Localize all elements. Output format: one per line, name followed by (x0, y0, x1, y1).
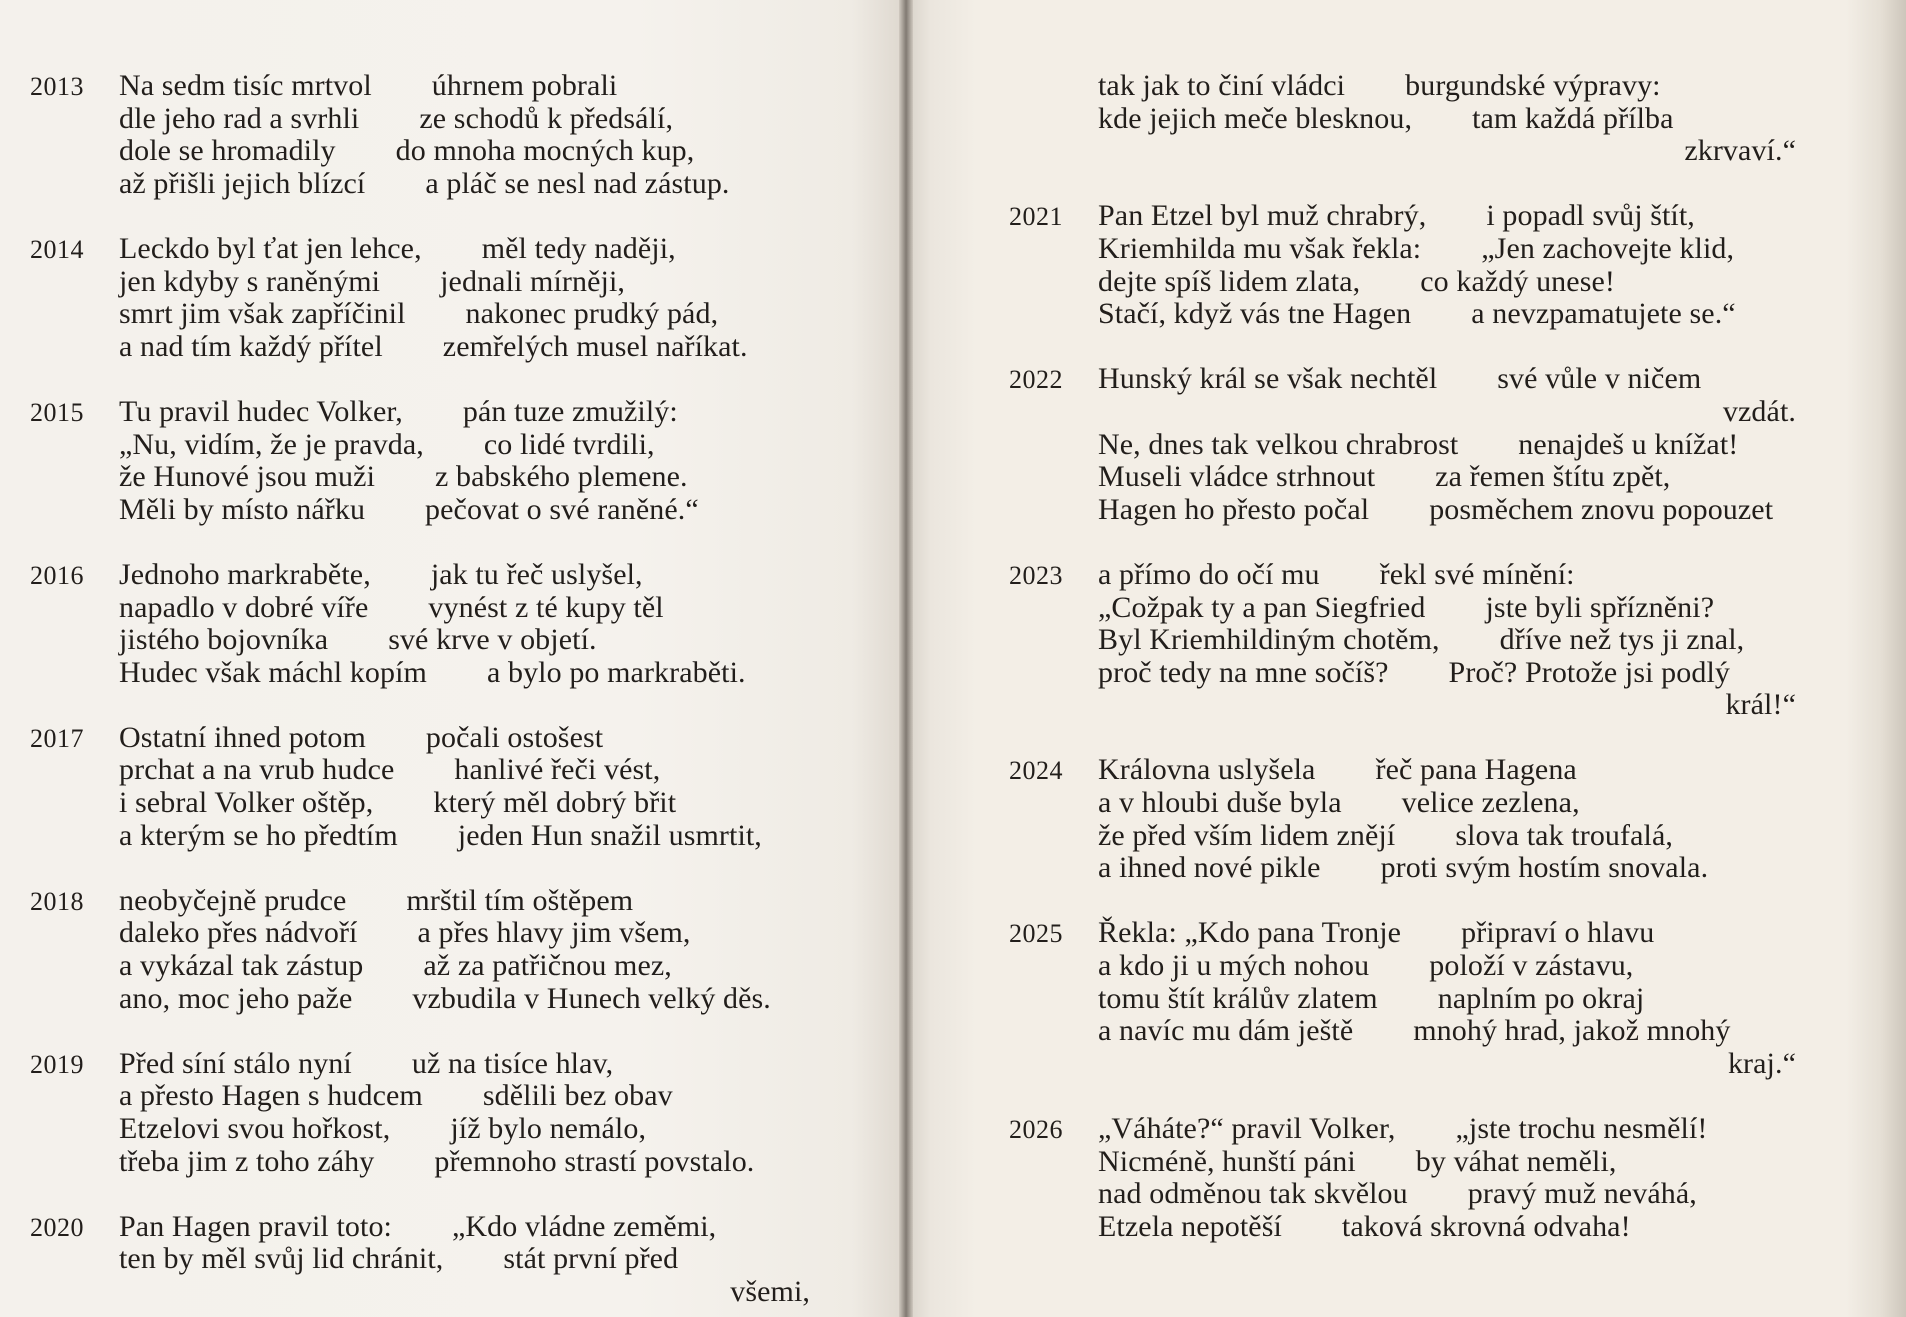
verse-first-half: Na sedm tisíc mrtvol (119, 69, 372, 102)
verse-first-half: Královna uslyšela (1098, 753, 1316, 787)
verse-second-half: nakonec prudký pád, (465, 297, 719, 331)
stanza-lines (119, 70, 810, 200)
stanza-lines (1098, 754, 1796, 884)
verse-runover-word: vzdát. (1722, 394, 1796, 428)
verse-line (1098, 592, 1796, 625)
verse-line (119, 950, 810, 983)
verse-second-half: velice zezlena, (1401, 786, 1580, 820)
verse-first-half: dle jeho rad a svrhli (119, 101, 360, 135)
verse-first-half: Hudec však máchl kopím (119, 655, 427, 689)
book-spine-shadow (899, 0, 913, 1317)
verse-line (119, 754, 810, 787)
stanza (1009, 363, 1796, 526)
stanza (30, 396, 810, 526)
stanza-number: 2018 (30, 886, 84, 916)
stanza (1009, 1113, 1796, 1243)
verse-runover-word: všemi, (730, 1274, 810, 1308)
verse-second-half: taková skrovná odvaha! (1341, 1209, 1631, 1243)
verse-line (119, 1080, 810, 1113)
verse-first-half: jistého bojovníka (119, 623, 329, 657)
verse-first-half: Byl Kriemhildiným chotěm, (1098, 623, 1440, 657)
verse-first-half: dole se hromadily (119, 134, 336, 168)
verse-second-half: a přes hlavy jim všem, (417, 916, 691, 950)
stanza (1009, 200, 1796, 330)
verse-first-half: Měli by místo nářku (119, 492, 366, 526)
stanza-lines (1098, 363, 1796, 526)
verse-first-half: Před síní stálo nyní (119, 1046, 352, 1080)
right-page (906, 0, 1906, 1317)
stanza-number: 2024 (1009, 756, 1063, 786)
verse-line (1098, 820, 1796, 853)
verse-second-half: „jste trochu nesmělí! (1455, 1112, 1708, 1145)
verse-line (1098, 559, 1796, 592)
verse-first-half: Kriemhilda mu však řekla: (1098, 231, 1422, 265)
verse-line (119, 559, 810, 592)
verse-first-half: Stačí, když vás tne Hagen (1098, 297, 1412, 331)
stanza-number: 2021 (1009, 202, 1063, 232)
stanza-lines (1098, 1113, 1796, 1243)
verse-line (1098, 1211, 1796, 1244)
verse-second-half: a nevzpamatujete se.“ (1471, 297, 1736, 331)
verse-first-half: „Nu, vidím, že je pravda, (119, 427, 424, 461)
verse-second-half: měl tedy naději, (481, 231, 676, 265)
verse-second-half: tam každá přílba (1472, 101, 1674, 135)
stanza-lines (119, 1211, 810, 1309)
stanza (30, 233, 810, 363)
stanza-lines (119, 885, 810, 1015)
stanza-number: 2026 (1009, 1115, 1063, 1144)
verse-line (1098, 266, 1796, 299)
verse-first-half: až přišli jejich blízcí (119, 166, 366, 200)
verse-first-half: tomu štít králův zlatem (1098, 981, 1378, 1015)
verse-runover-word: kraj.“ (1727, 1046, 1796, 1080)
verse-line (119, 103, 810, 136)
verse-first-half: Museli vládce strhnout (1098, 460, 1376, 494)
verse-line (119, 657, 810, 690)
verse-second-half: slova tak troufalá, (1455, 818, 1673, 852)
verse-second-half: Proč? Protože jsi podlý (1448, 655, 1730, 689)
verse-second-half: který měl dobrý břit (433, 786, 677, 820)
verse-line (119, 885, 810, 918)
verse-line-runover (1098, 135, 1796, 168)
verse-line (119, 722, 810, 755)
verse-second-half: „Jen zachovejte klid, (1481, 231, 1735, 265)
verse-line (119, 820, 810, 853)
verse-second-half: až za patřičnou mez, (423, 949, 672, 983)
verse-second-half: nenajdeš u knížat! (1518, 427, 1739, 461)
verse-second-half: úhrnem pobrali (431, 69, 618, 102)
verse-second-half: jak tu řeč uslyšel, (430, 557, 643, 591)
verse-line (1098, 494, 1796, 527)
stanza-number: 2022 (1009, 365, 1063, 395)
verse-first-half: a kdo ji u mých nohou (1098, 949, 1370, 983)
verse-line-runover (1098, 396, 1796, 429)
verse-first-half: Pan Hagen pravil toto: (119, 1209, 392, 1243)
verse-second-half: vynést z té kupy těl (428, 590, 664, 624)
verse-second-half: a bylo po markraběti. (486, 655, 746, 689)
verse-first-half: Tu pravil hudec Volker, (119, 394, 403, 428)
verse-first-half: třeba jim z toho záhy (119, 1144, 375, 1178)
verse-line (119, 298, 810, 331)
verse-second-half: stát první před (503, 1242, 679, 1276)
verse-line (1098, 787, 1796, 820)
verse-second-half: mrštil tím oštěpem (406, 883, 634, 917)
verse-text (1009, 70, 1796, 1276)
verse-first-half: Řekla: „Kdo pana Tronje (1098, 916, 1402, 950)
stanza-number: 2013 (30, 72, 84, 101)
verse-line (119, 70, 810, 103)
verse-first-half: Etzelovi svou hořkost, (119, 1112, 391, 1145)
verse-first-half: Pan Etzel byl muž chrabrý, (1098, 199, 1427, 233)
verse-second-half: mnohý hrad, jakož mnohý (1413, 1014, 1731, 1048)
verse-line (1098, 70, 1796, 103)
verse-first-half: a ihned nové pikle (1098, 851, 1321, 885)
verse-line (119, 396, 810, 429)
verse-second-half: řekl své mínění: (1379, 557, 1575, 591)
verse-runover-word: zkrvaví.“ (1684, 134, 1796, 168)
verse-line (119, 1146, 810, 1179)
verse-line (1098, 200, 1796, 233)
stanza-lines (1098, 70, 1796, 168)
verse-first-half: dejte spíš lidem zlata, (1098, 264, 1361, 298)
verse-first-half: Ostatní ihned potom (119, 720, 366, 754)
verse-line-runover (119, 1276, 810, 1309)
verse-second-half: ze schodů k předsálí, (419, 101, 674, 135)
verse-first-half: že před vším lidem znějí (1098, 818, 1396, 852)
verse-line (1098, 1146, 1796, 1179)
stanza-lines (119, 1048, 810, 1178)
verse-line (119, 266, 810, 299)
verse-second-half: do mnoha mocných kup, (395, 134, 695, 168)
verse-first-half: Jednoho markraběte, (119, 557, 371, 591)
stanza-continuation (1009, 70, 1796, 168)
verse-first-half: a přímo do očí mu (1098, 557, 1320, 591)
verse-second-half: přemnoho strastí povstalo. (434, 1144, 755, 1178)
stanza-number: 2020 (30, 1212, 84, 1242)
stanza (1009, 754, 1796, 884)
stanza (30, 70, 810, 200)
stanza-number: 2017 (30, 723, 84, 753)
verse-first-half: Etzela nepotěší (1098, 1209, 1282, 1243)
stanza (30, 722, 810, 852)
verse-first-half: nad odměnou tak skvělou (1098, 1177, 1408, 1211)
verse-first-half: smrt jim však zapříčinil (119, 297, 406, 331)
verse-line (119, 494, 810, 527)
verse-second-half: už na tisíce hlav, (411, 1046, 614, 1080)
verse-line (119, 331, 810, 364)
verse-second-half: by váhat neměli, (1415, 1144, 1617, 1178)
verse-first-half: a vykázal tak zástup (119, 949, 364, 983)
verse-line (119, 592, 810, 625)
verse-second-half: dříve než tys ji znal, (1499, 623, 1745, 657)
verse-first-half: i sebral Volker oštěp, (119, 786, 374, 820)
verse-second-half: řeč pana Hagena (1375, 753, 1577, 787)
verse-line (119, 1113, 810, 1146)
stanza (30, 885, 810, 1015)
verse-first-half: jen kdyby s raněnými (119, 264, 381, 298)
verse-second-half: pravý muž neváhá, (1467, 1177, 1697, 1211)
verse-line (119, 983, 810, 1016)
verse-second-half: za řemen štítu zpět, (1435, 460, 1671, 494)
stanza-number: 2023 (1009, 560, 1063, 590)
verse-line (1098, 754, 1796, 787)
left-page (0, 0, 906, 1317)
verse-line (119, 135, 810, 168)
verse-line-runover (1098, 1048, 1796, 1081)
verse-first-half: ano, moc jeho paže (119, 981, 353, 1015)
verse-first-half: kde jejich meče blesknou, (1098, 101, 1413, 135)
stanza-number: 2025 (1009, 919, 1063, 949)
stanza-number: 2016 (30, 560, 84, 590)
verse-second-half: počali ostošest (425, 720, 604, 754)
verse-second-half: proti svým hostím snovala. (1380, 851, 1709, 885)
verse-first-half: že Hunové jsou muži (119, 460, 376, 494)
verse-line (1098, 429, 1796, 462)
verse-second-half: „Kdo vládne zeměmi, (451, 1209, 717, 1243)
verse-line (119, 168, 810, 201)
verse-first-half: tak jak to činí vládci (1098, 69, 1346, 102)
verse-first-half: a nad tím každý přítel (119, 329, 383, 363)
stanza (30, 559, 810, 689)
stanza-lines (1098, 917, 1796, 1080)
verse-first-half: Hunský král se však nechtěl (1098, 362, 1438, 396)
verse-line (1098, 1113, 1796, 1146)
verse-line (1098, 103, 1796, 136)
stanza-lines (119, 396, 810, 526)
verse-line (1098, 363, 1796, 396)
verse-second-half: burgundské výpravy: (1405, 69, 1661, 102)
verse-second-half: co lidé tvrdili, (483, 427, 655, 461)
verse-first-half: „Cožpak ty a pan Siegfried (1098, 590, 1426, 624)
stanza (30, 1048, 810, 1178)
stanza (30, 1211, 810, 1309)
stanza-lines (119, 233, 810, 363)
verse-line (1098, 298, 1796, 331)
stanza-lines (119, 559, 810, 689)
verse-runover-word: král!“ (1725, 688, 1796, 722)
verse-first-half: prchat a na vrub hudce (119, 753, 395, 787)
verse-text (30, 70, 810, 1317)
stanza-lines (1098, 559, 1796, 722)
verse-first-half: a v hloubi duše byla (1098, 786, 1342, 820)
verse-second-half: připraví o hlavu (1461, 916, 1655, 950)
verse-line (119, 1243, 810, 1276)
verse-first-half: „Váháte?“ pravil Volker, (1098, 1112, 1396, 1145)
verse-line (1098, 624, 1796, 657)
verse-line (1098, 983, 1796, 1016)
verse-first-half: proč tedy na mne sočíš? (1098, 655, 1389, 689)
verse-line (1098, 950, 1796, 983)
verse-second-half: posměchem znovu popouzet (1429, 492, 1774, 526)
verse-second-half: sdělili bez obav (482, 1079, 673, 1113)
verse-line (119, 461, 810, 494)
stanza-number: 2014 (30, 234, 84, 264)
verse-first-half: a navíc mu dám ještě (1098, 1014, 1354, 1048)
verse-second-half: co každý unese! (1420, 264, 1615, 298)
verse-line (1098, 917, 1796, 950)
verse-line (119, 233, 810, 266)
verse-first-half: napadlo v dobré víře (119, 590, 369, 624)
verse-first-half: a kterým se ho předtím (119, 818, 398, 852)
verse-second-half: položí v zástavu, (1429, 949, 1634, 983)
verse-second-half: jednali mírněji, (440, 264, 626, 298)
verse-second-half: zemřelých musel naříkat. (442, 329, 748, 363)
verse-first-half: Hagen ho přesto počal (1098, 492, 1370, 526)
verse-line (1098, 657, 1796, 690)
verse-first-half: Leckdo byl ťat jen lehce, (119, 231, 422, 265)
stanza-lines (119, 722, 810, 852)
stanza-lines (1098, 200, 1796, 330)
verse-second-half: i popadl svůj štít, (1486, 199, 1695, 233)
verse-line (119, 624, 810, 657)
verse-line (119, 1048, 810, 1081)
verse-second-half: a pláč se nesl nad zástup. (425, 166, 730, 200)
verse-second-half: své vůle v ničem (1497, 362, 1702, 396)
verse-second-half: jíž bylo nemálo, (450, 1112, 647, 1145)
verse-line (119, 787, 810, 820)
verse-line (1098, 233, 1796, 266)
stanza (1009, 917, 1796, 1080)
verse-second-half: své krve v objetí. (388, 623, 597, 657)
verse-first-half: ten by měl svůj lid chránit, (119, 1242, 444, 1276)
stanza (1009, 559, 1796, 722)
verse-second-half: naplním po okraj (1437, 981, 1645, 1015)
verse-second-half: hanlivé řeči vést, (454, 753, 661, 787)
verse-line-runover (1098, 689, 1796, 722)
verse-first-half: a přesto Hagen s hudcem (119, 1079, 423, 1113)
verse-line (1098, 1178, 1796, 1211)
verse-first-half: Nicméně, hunští páni (1098, 1144, 1356, 1178)
verse-line (1098, 852, 1796, 885)
verse-second-half: vzbudila v Hunech velký děs. (412, 981, 771, 1015)
verse-line (119, 917, 810, 950)
stanza-number: 2015 (30, 397, 84, 427)
verse-second-half: z babského plemene. (435, 460, 688, 494)
verse-second-half: jste byli spřízněni? (1485, 590, 1715, 624)
verse-line (119, 429, 810, 462)
verse-second-half: pečovat o své raněné.“ (425, 492, 699, 526)
verse-first-half: daleko přes nádvoří (119, 916, 358, 950)
verse-second-half: jeden Hun snažil usmrtit, (457, 818, 762, 852)
verse-first-half: neobyčejně prudce (119, 883, 347, 917)
stanza-number: 2019 (30, 1049, 84, 1079)
verse-second-half: pán tuze zmužilý: (462, 394, 678, 428)
verse-line (119, 1211, 810, 1244)
verse-first-half: Ne, dnes tak velkou chrabrost (1098, 427, 1459, 461)
verse-line (1098, 461, 1796, 494)
verse-line (1098, 1015, 1796, 1048)
